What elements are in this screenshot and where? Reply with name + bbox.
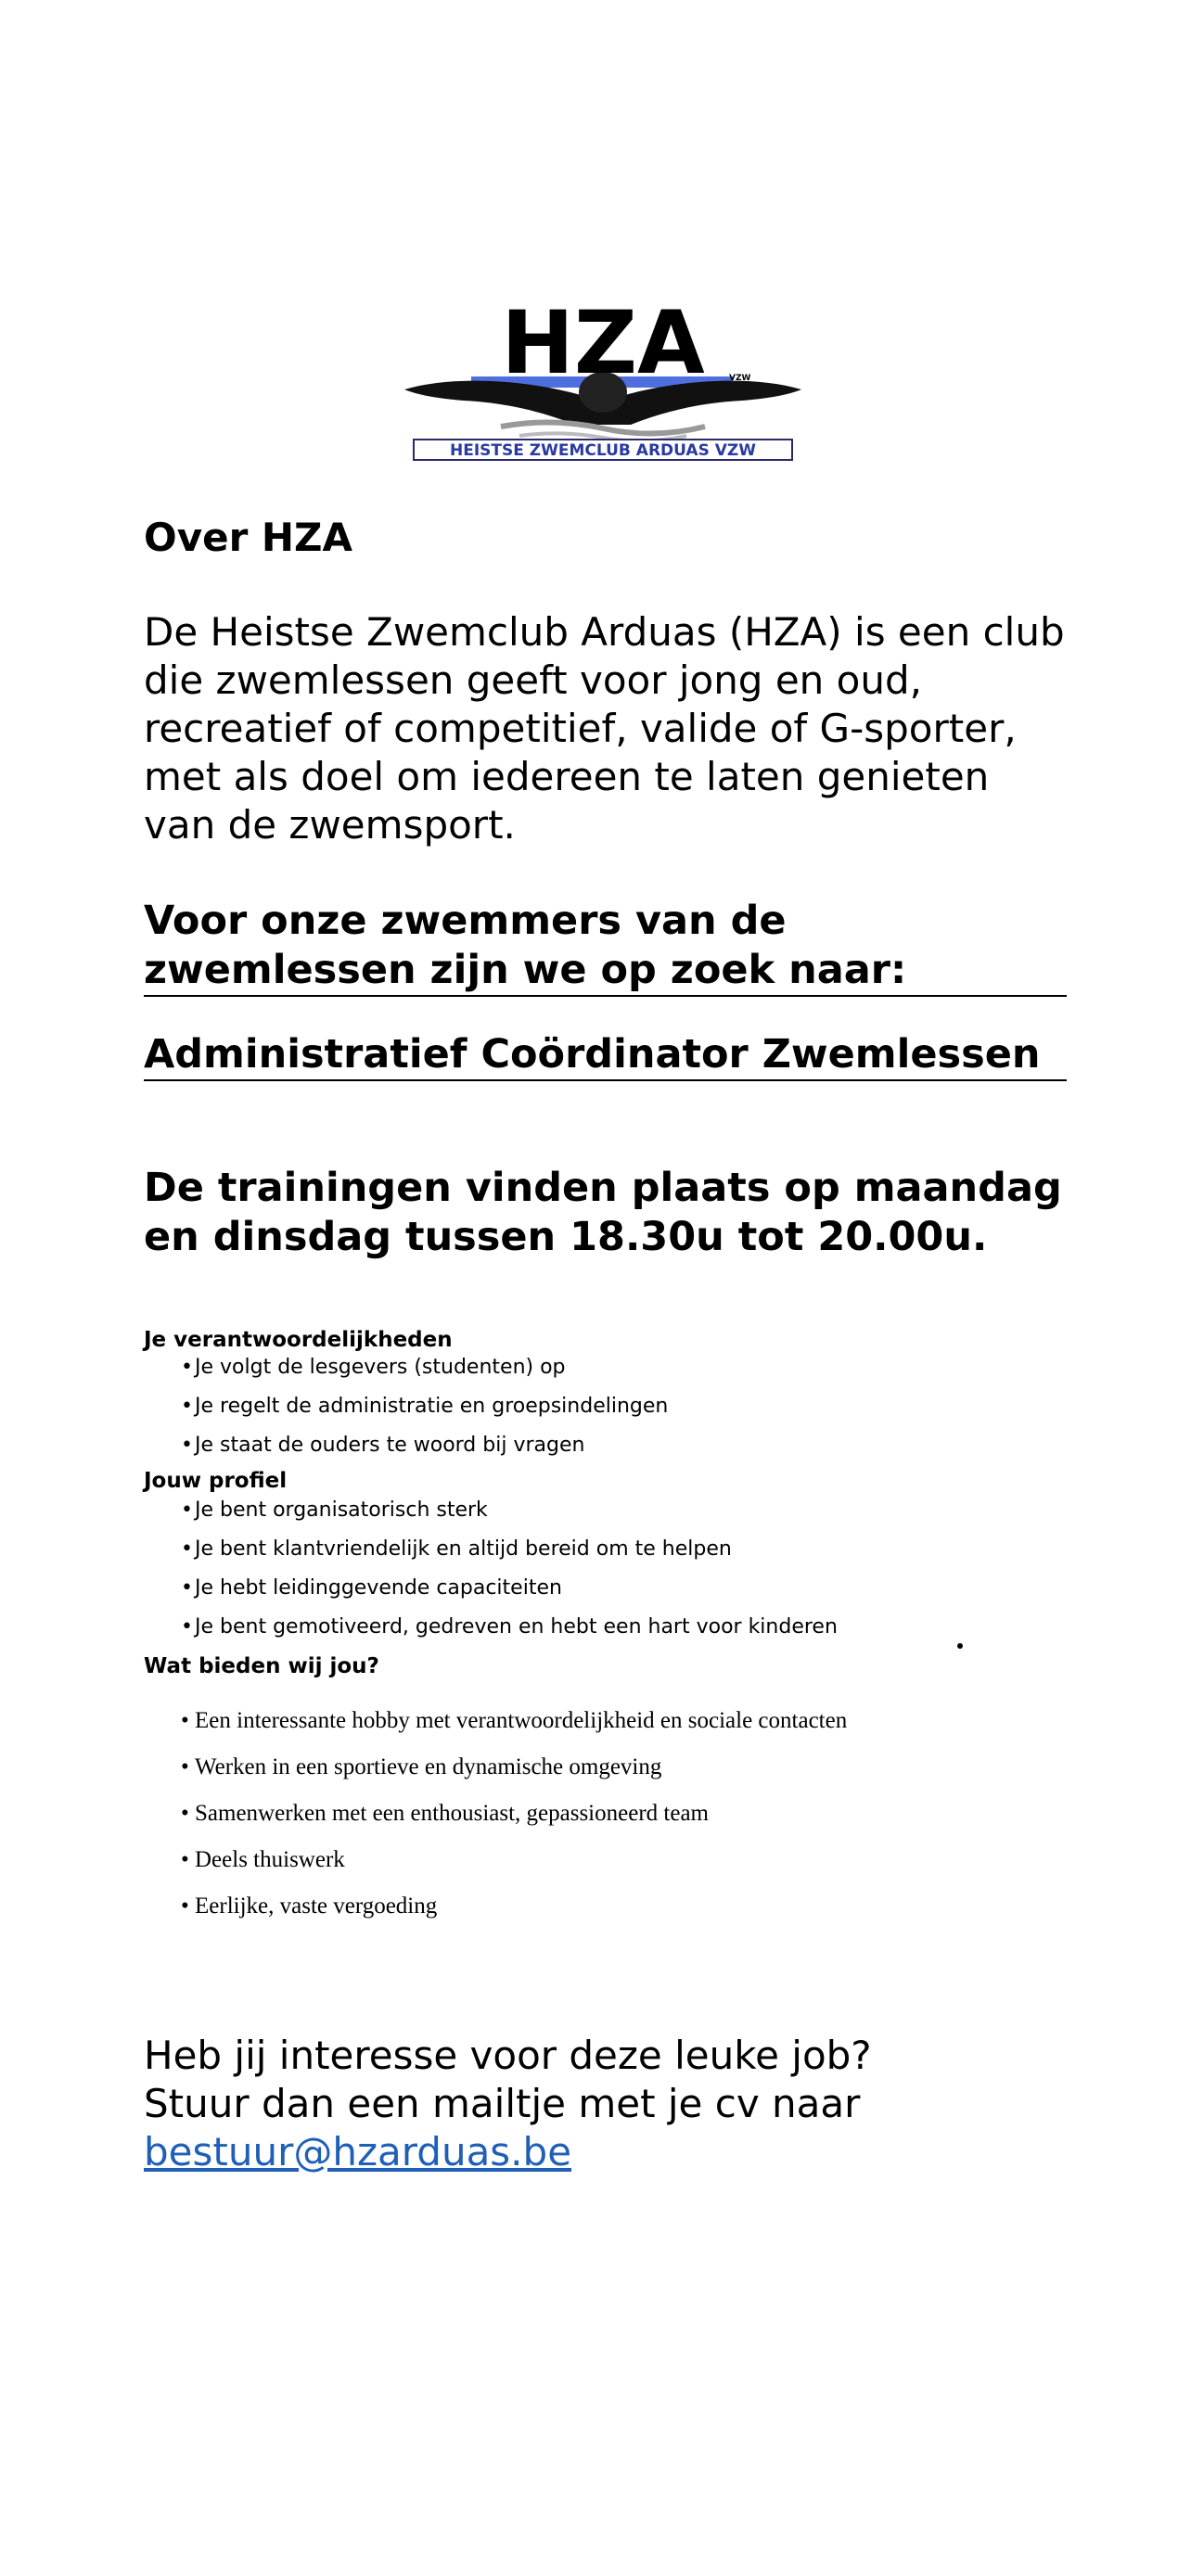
stray-dot [957, 1643, 963, 1649]
profile-heading: Jouw profiel [144, 1469, 288, 1493]
logo-vzw-text: VZW [729, 374, 751, 383]
list-item: • Eerlijke, vaste vergoeding [181, 1894, 438, 1919]
search-heading: Voor onze zwemmers van de zwemlessen zijn we op zoek naar: [144, 897, 1067, 997]
list-item: • Werken in een sportieve en dynamische omgeving [181, 1754, 662, 1779]
list-item: • Je regelt de administratie en groepsindelingen [181, 1395, 669, 1418]
list-item: • Je staat de ouders te woord bij vragen [181, 1434, 585, 1457]
role-heading: Administratief Coördinator Zwemlessen [144, 1030, 1067, 1081]
list-item: • Je hebt leidinggevende capaciteiten [181, 1576, 562, 1600]
about-heading: Over HZA [144, 515, 353, 560]
logo-main-text: HZA [501, 295, 705, 394]
list-item: • Je bent klantvriendelijk en altijd bereid om te helpen [181, 1537, 732, 1561]
offer-list [181, 1698, 847, 1930]
contact-line-1: Heb jij interesse voor deze leuke job? [144, 2033, 872, 2078]
profile-list [181, 1491, 838, 1647]
list-item: • Je bent organisatorisch sterk [181, 1498, 488, 1522]
about-text: De Heistse Zwemclub Arduas (HZA) is een club die zwemlessen geeft voor jong en oud, recreatief of competitief, valide of G-sporter, met als doel om iedereen te laten genieten van de zwemsport. [144, 609, 1065, 848]
offer-heading: Wat bieden wij jou? [144, 1654, 379, 1678]
contact-line-2: Stuur dan een mailtje met je cv naar [144, 2081, 861, 2126]
training-heading: De trainingen vinden plaats op maandag en dinsdag tussen 18.30u tot 20.00u. [144, 1165, 1062, 1260]
list-item: • Samenwerken met een enthousiast, gepassioneerd team [181, 1801, 709, 1826]
hza-logo [399, 295, 807, 471]
contact-email-link[interactable]: bestuur@hzarduas.be [144, 2129, 572, 2174]
responsibilities-list [181, 1348, 668, 1465]
list-item: • Deels thuiswerk [181, 1847, 345, 1872]
responsibilities-heading: Je verantwoordelijkheden [144, 1328, 453, 1352]
list-item: • Je volgt de lesgevers (studenten) op [181, 1356, 566, 1379]
logo-banner-text: HEISTSE ZWEMCLUB ARDUAS VZW [450, 441, 756, 460]
list-item: • Een interessante hobby met verantwoordelijkheid en sociale contacten [181, 1708, 848, 1733]
contact-block [144, 2032, 1071, 2176]
list-item: • Je bent gemotiveerd, gedreven en hebt een hart voor kinderen [181, 1615, 838, 1639]
